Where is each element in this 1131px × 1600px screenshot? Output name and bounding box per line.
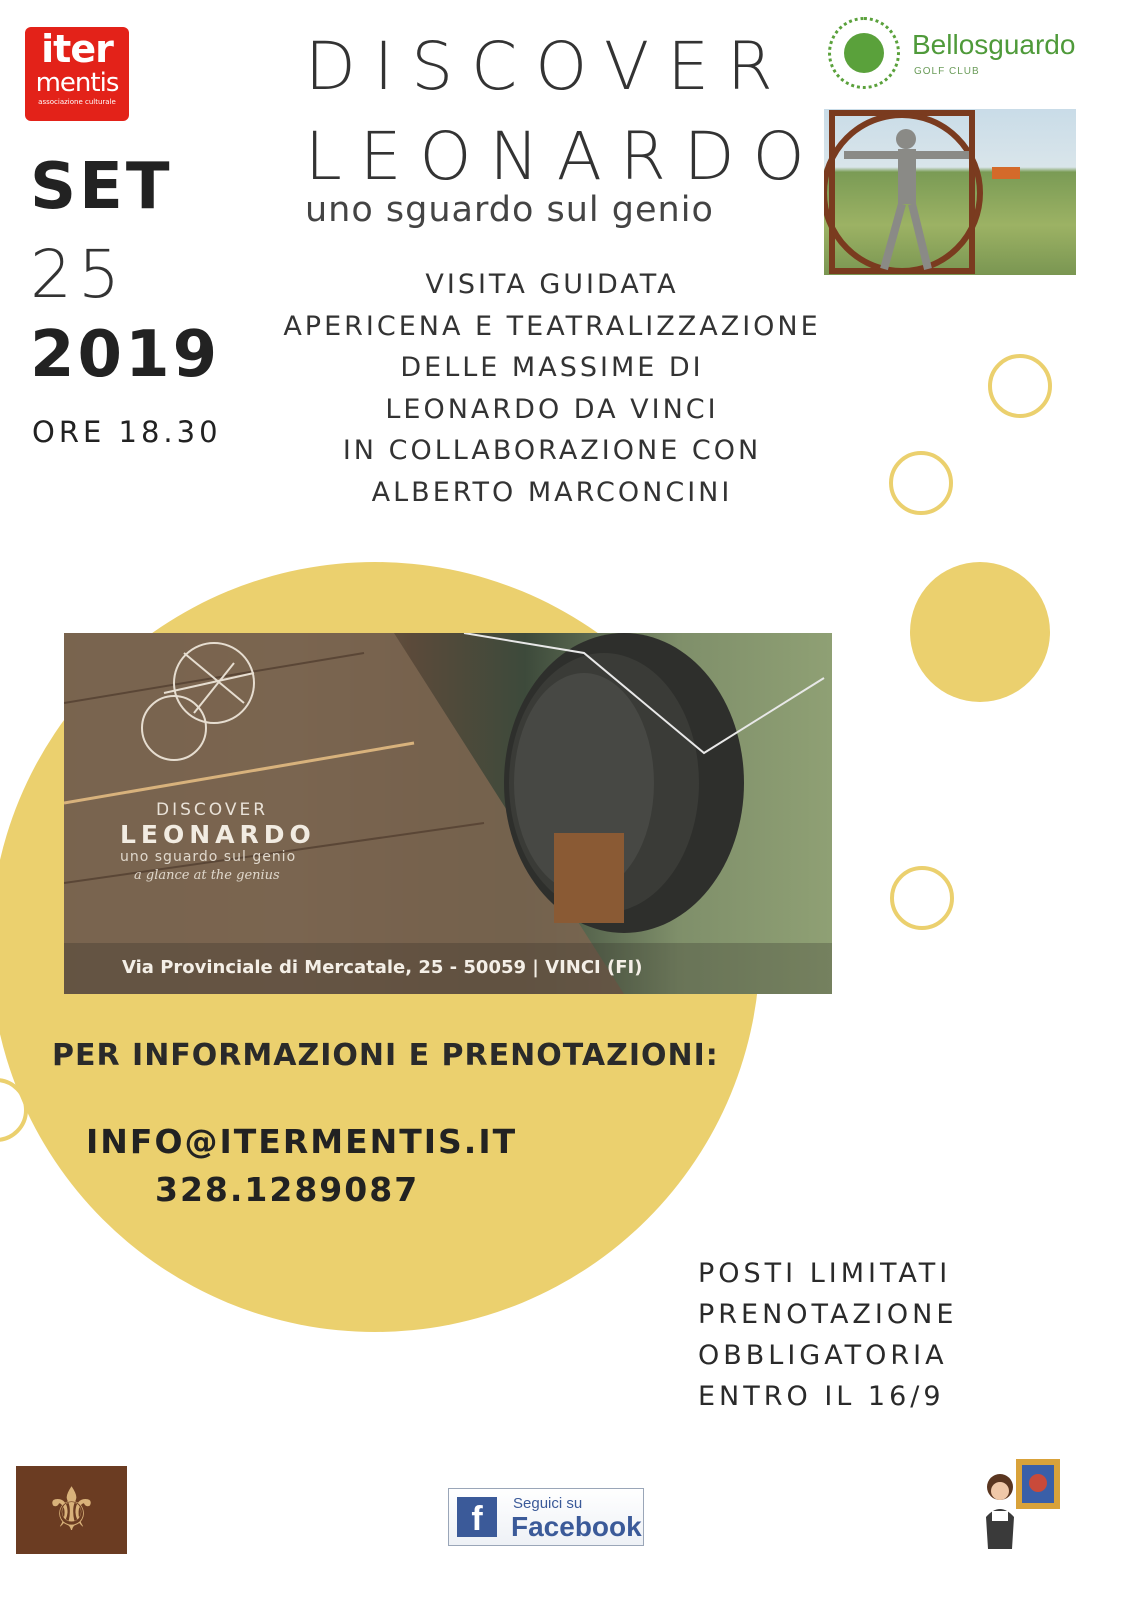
facebook-follow-button[interactable]: [448, 1488, 644, 1546]
banner-discover-text: DISCOVER: [156, 800, 269, 820]
program-line: APERICENA E TEATRALIZZAZIONE: [283, 310, 821, 342]
contact-heading: PER INFORMAZIONI E PRENOTAZIONI:: [52, 1038, 719, 1073]
program-line: DELLE MASSIME DI: [400, 352, 704, 383]
facebook-small-label: Seguici su: [513, 1495, 583, 1512]
program-line: LEONARDO DA VINCI: [385, 393, 719, 425]
contact-email[interactable]: INFO@ITERMENTIS.IT: [86, 1122, 518, 1161]
notice-line: ENTRO IL 16/9: [698, 1381, 945, 1412]
event-time: ORE 18.30: [32, 415, 222, 449]
facebook-icon: f: [457, 1497, 497, 1537]
banner-address: Via Provinciale di Mercatale, 25 - 50059 | VINCI (FI): [122, 957, 643, 978]
bellosguardo-logo: [828, 17, 1078, 97]
facebook-label: Facebook: [511, 1511, 642, 1542]
notice-line: POSTI LIMITATI: [698, 1258, 952, 1289]
event-program: [262, 264, 842, 513]
golf-emblem-icon: [828, 17, 900, 89]
contact-phone[interactable]: 328.1289087: [155, 1170, 420, 1209]
guide-mascot-illustration: [978, 1457, 1062, 1549]
notice-line: PRENOTAZIONE: [698, 1299, 958, 1330]
decorative-ring: [988, 354, 1052, 418]
banner-address-bar: [64, 943, 832, 994]
event-month: SET: [30, 150, 173, 224]
event-day: 25: [30, 236, 126, 313]
banner-leonardo-text: LEONARDO: [120, 820, 316, 849]
bellosguardo-club: GOLF CLUB: [914, 66, 980, 77]
decorative-ring: [890, 866, 954, 930]
itermentis-logo: [25, 27, 129, 121]
event-year: 2019: [30, 318, 221, 392]
program-line: IN COLLABORAZIONE CON: [342, 435, 762, 466]
notice-line: OBBLIGATORIA: [698, 1340, 948, 1371]
bellosguardo-name: Bellosguardo: [912, 29, 1076, 60]
logo-text-iter: iter: [41, 27, 113, 71]
logo-tagline: associazione culturale: [38, 98, 116, 106]
decorative-ring: [889, 451, 953, 515]
banner-subtitle: uno sguardo sul genio: [120, 849, 297, 865]
decorative-yellow-dot: [910, 562, 1050, 702]
banner-subtitle-en: a glance at the genius: [134, 868, 280, 883]
title-discover: DISCOVER: [305, 28, 791, 105]
fleur-de-lis-logo: ⚜: [16, 1466, 127, 1554]
booking-notice: [698, 1253, 957, 1417]
discover-leonardo-banner-photo: [64, 633, 832, 994]
vitruvian-man-photo: [824, 109, 1076, 275]
program-line: ALBERTO MARCONCINI: [371, 476, 733, 508]
title-subtitle: uno sguardo sul genio: [305, 190, 714, 230]
program-line: VISITA GUIDATA: [425, 269, 679, 300]
logo-text-mentis: mentis: [35, 68, 119, 98]
title-leonardo: LEONARDO: [305, 118, 823, 195]
